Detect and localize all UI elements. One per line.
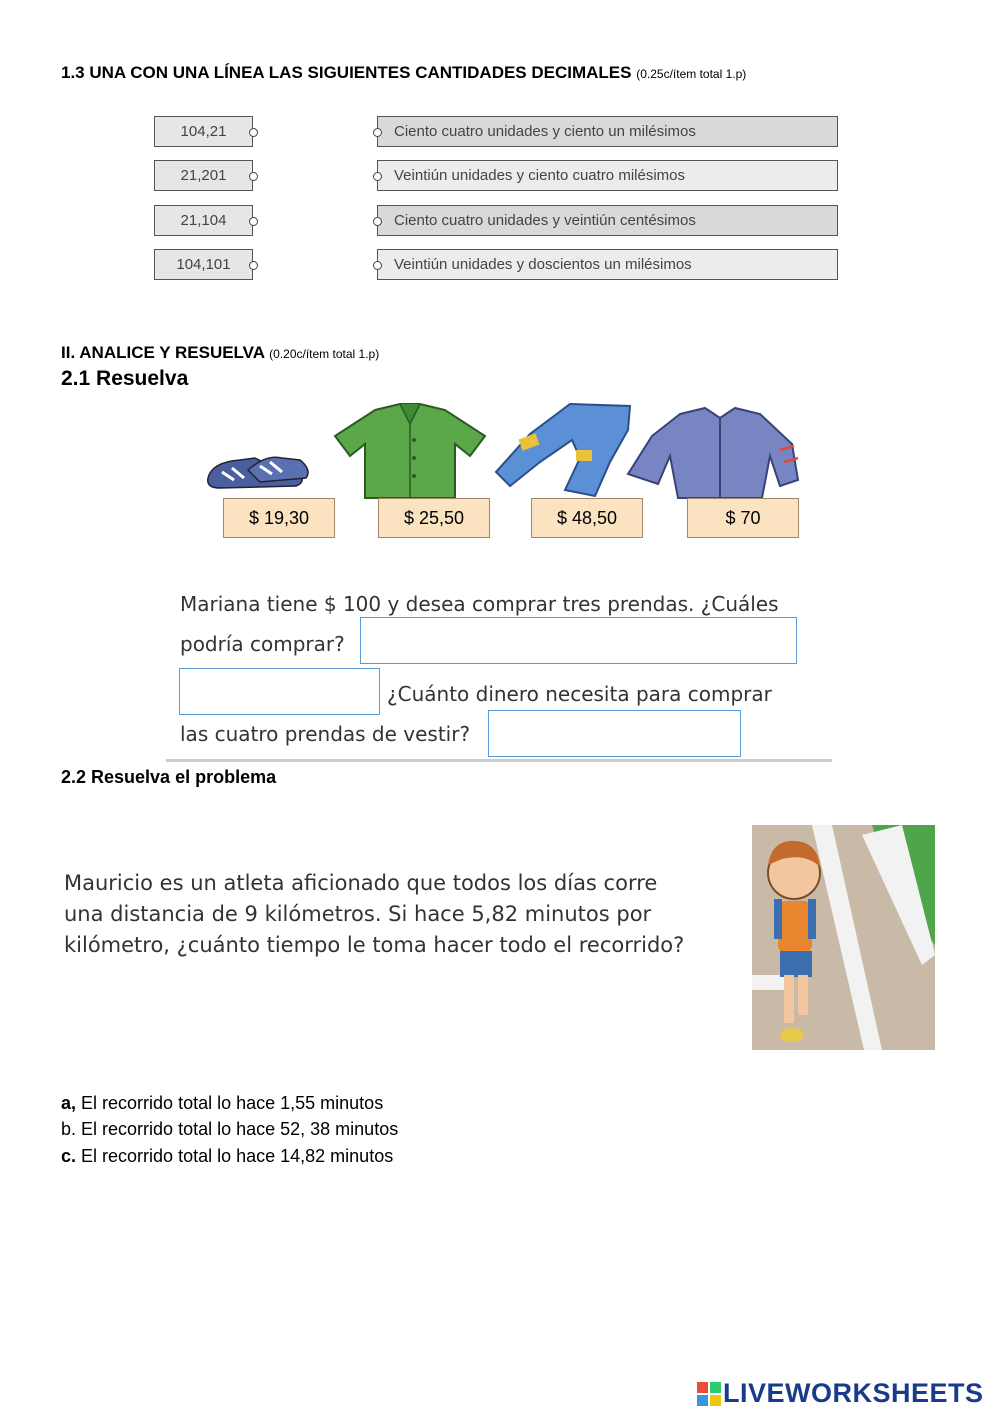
connector-dot-left-3[interactable] (249, 217, 258, 226)
answer-input-which-items[interactable] (360, 617, 797, 664)
liveworksheets-logo (697, 1378, 984, 1409)
connector-dot-right-2[interactable] (373, 172, 382, 181)
option-a[interactable]: a, El recorrido total lo hace 1,55 minutos (61, 1093, 384, 1113)
section-1-3-title: 1.3 UNA CON UNA LÍNEA LAS SIGUIENTES CANTIDADES DECIMALES (0.25c/ítem total 1.p) (61, 63, 747, 82)
connector-dot-right-3[interactable] (373, 217, 382, 226)
number-box-2[interactable]: 21,201 (154, 160, 253, 191)
jacket-icon (628, 408, 798, 498)
text-box-3[interactable]: Ciento cuatro unidades y veintiún centésimos (377, 205, 838, 236)
connector-dot-right-4[interactable] (373, 261, 382, 270)
section-2-title: II. ANALICE Y RESUELVA (0.20c/ítem total 1.p) (61, 343, 380, 362)
question-line-3: ¿Cuánto dinero necesita para comprar (387, 682, 772, 706)
divider (166, 759, 832, 762)
price-tag-shirt: $ 25,50 (378, 498, 490, 538)
answer-input-item-extra[interactable] (179, 668, 380, 715)
shirt-icon (335, 404, 485, 498)
option-b[interactable]: b. El recorrido total lo hace 52, 38 minutos (61, 1119, 399, 1139)
problem-line-3: kilómetro, ¿cuánto tiempo le toma hacer todo el recorrido? (64, 933, 685, 957)
shoes-icon (208, 457, 308, 488)
price-tag-jeans: $ 48,50 (531, 498, 643, 538)
connector-dot-left-2[interactable] (249, 172, 258, 181)
question-line-2: podría comprar? (180, 632, 345, 656)
number-box-1[interactable]: 104,21 (154, 116, 253, 147)
section-2-points: (0.20c/ítem total 1.p) (269, 347, 380, 361)
price-tag-shoes: $ 19,30 (223, 498, 335, 538)
section-2-2-title: 2.2 Resuelva el problema (61, 767, 277, 787)
problem-line-1: Mauricio es un atleta aficionado que todos los días corre (64, 871, 658, 895)
question-line-1: Mariana tiene $ 100 y desea comprar tres prendas. ¿Cuáles (180, 592, 779, 616)
text-box-2[interactable]: Veintiún unidades y ciento cuatro milésimos (377, 160, 838, 191)
text-box-1[interactable]: Ciento cuatro unidades y ciento un milésimos (377, 116, 838, 147)
connector-dot-left-1[interactable] (249, 128, 258, 137)
number-box-3[interactable]: 21,104 (154, 205, 253, 236)
problem-line-2: una distancia de 9 kilómetros. Si hace 5,82 minutos por (64, 902, 652, 926)
runner-illustration (752, 825, 935, 1050)
jeans-icon (496, 404, 630, 496)
text-box-4[interactable]: Veintiún unidades y doscientos un milésimos (377, 249, 838, 280)
number-box-4[interactable]: 104,101 (154, 249, 253, 280)
section-2-1-title: 2.1 Resuelva (61, 367, 189, 390)
clothing-illustrations (200, 400, 810, 500)
liveworksheets-icon (697, 1382, 721, 1406)
liveworksheets-brand: LIVEWORKSHEETS (723, 1378, 984, 1408)
connector-dot-left-4[interactable] (249, 261, 258, 270)
section-1-3-points: (0.25c/ítem total 1.p) (636, 67, 747, 81)
option-c[interactable]: c. El recorrido total lo hace 14,82 minutos (61, 1146, 394, 1166)
price-tag-jacket: $ 70 (687, 498, 799, 538)
question-line-4: las cuatro prendas de vestir? (180, 722, 471, 746)
answer-input-total-cost[interactable] (488, 710, 741, 757)
connector-dot-right-1[interactable] (373, 128, 382, 137)
